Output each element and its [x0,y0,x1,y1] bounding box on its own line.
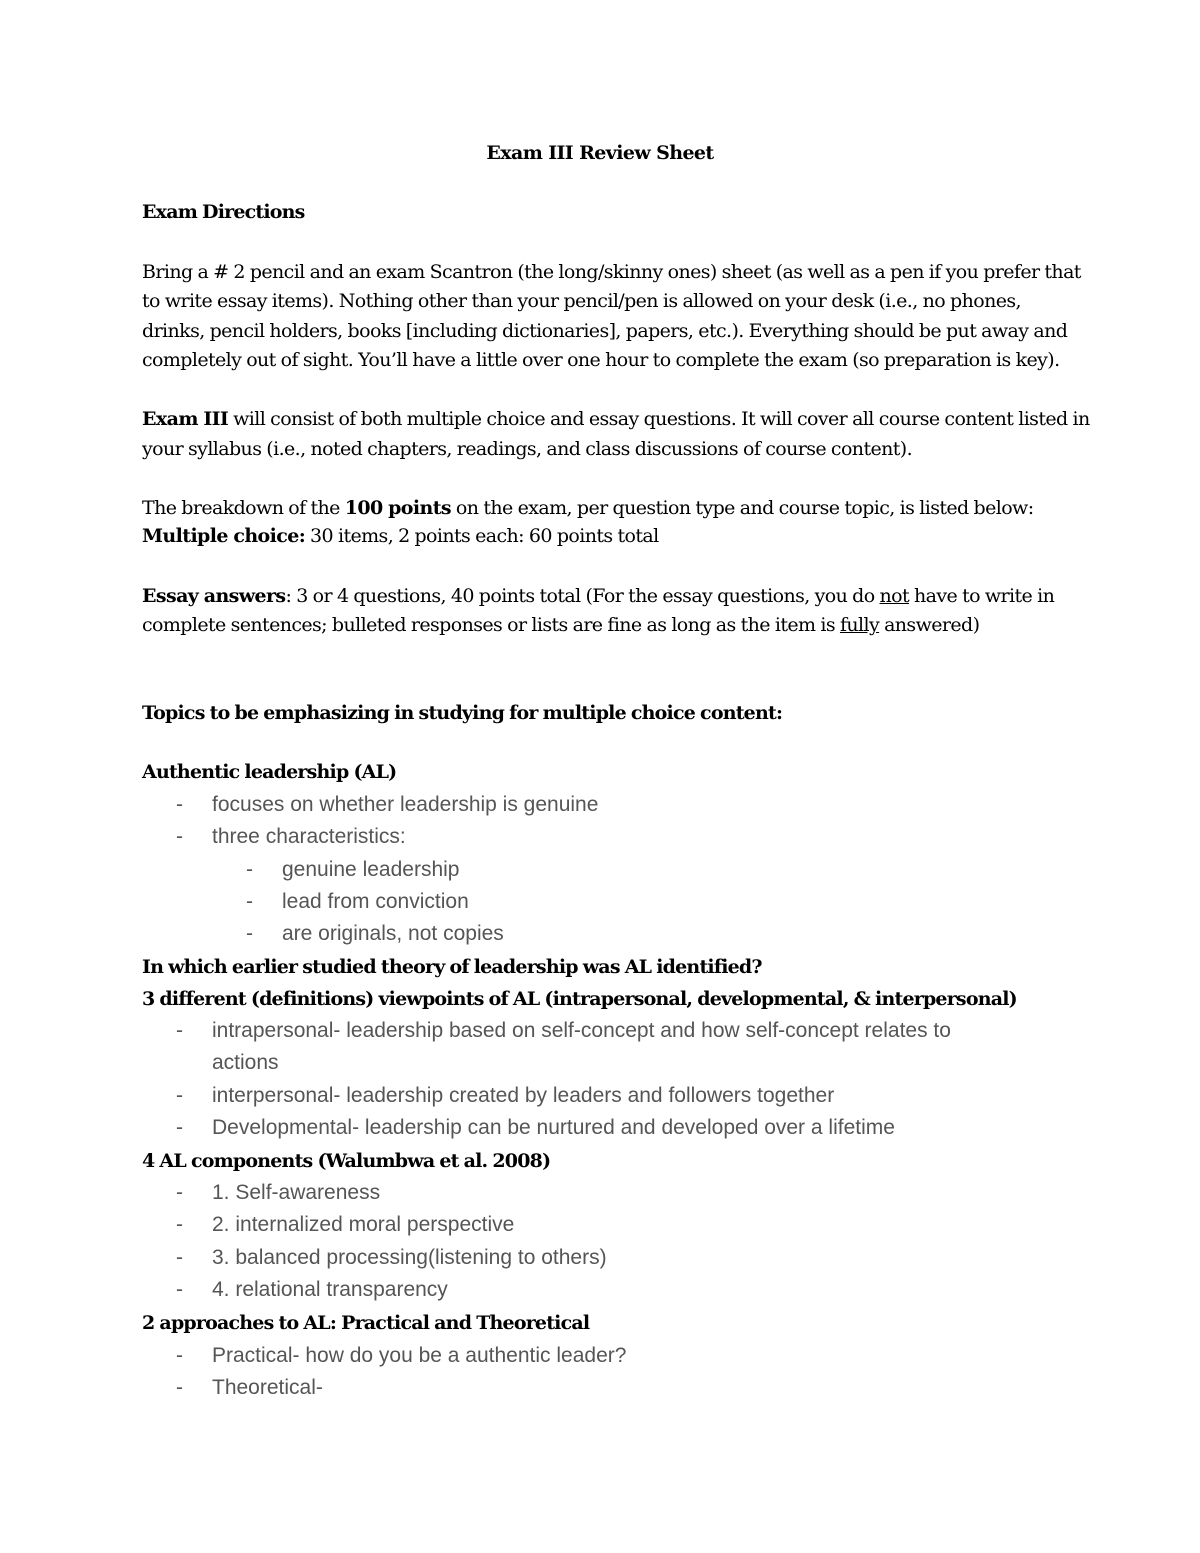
breakdown-line [142,497,1034,519]
dash-bullet-icon: - [176,1084,183,1107]
directions-line-3: drinks, pencil holders, books [including dictionaries], papers, etc.). Everything should be put away and [142,320,1068,342]
list-item-text: three characteristics: [212,825,406,848]
essay-label: Essay answers [142,585,286,607]
list-item-text: Theoretical- [212,1376,323,1399]
topics-heading: Topics to be emphasizing in studying for multiple choice content: [142,702,783,724]
dash-bullet-icon: - [176,1278,183,1301]
essay-line2-pre: complete sentences; bulleted responses or lists are fine as long as the item is [142,614,840,636]
list-item-text: genuine leadership [282,858,460,881]
essay-line2-post: answered) [879,614,980,636]
dash-bullet-icon: - [176,1376,183,1399]
dash-bullet-icon: - [176,825,183,848]
dash-bullet-icon: - [176,1344,183,1367]
exam-content-line-1 [142,408,1090,430]
essay-underline-not: not [879,585,910,607]
question-viewpoints: 3 different (definitions) viewpoints of AL (intrapersonal, developmental, & interpersonal) [142,988,1017,1010]
authentic-leadership-heading: Authentic leadership (AL) [142,761,397,783]
list-item-text: 1. Self-awareness [212,1181,381,1204]
dash-bullet-icon: - [176,1213,183,1236]
list-item-text: actions [212,1051,279,1074]
list-item-text: Developmental- leadership can be nurtured and developed over a lifetime [212,1116,895,1139]
dash-bullet-icon: - [176,1019,183,1042]
dash-bullet-icon: - [176,793,183,816]
breakdown-post: on the exam, per question type and course topic, is listed below: [450,497,1034,519]
list-item-text: 3. balanced processing(listening to others) [212,1246,607,1269]
list-item-text: Practical- how do you be a authentic leader? [212,1344,627,1367]
essay-underline-fully: fully [839,614,880,636]
essay-text-pre: : 3 or 4 questions, 40 points total (For the essay questions, you do [285,585,880,607]
dash-bullet-icon: - [176,1246,183,1269]
dash-bullet-icon: - [246,922,253,945]
exam-content-text: will consist of both multiple choice and essay questions. It will cover all course content listed in [228,408,1090,430]
breakdown-points: 100 points [344,497,451,519]
directions-line-1: Bring a # 2 pencil and an exam Scantron (the long/skinny ones) sheet (as well as a pen if you prefer that [142,261,1081,283]
list-item-text: focuses on whether leadership is genuine [212,793,599,816]
list-item-text: lead from conviction [282,890,469,913]
page-title: Exam III Review Sheet [486,142,714,164]
dash-bullet-icon: - [176,1116,183,1139]
essay-line-2 [142,614,979,636]
directions-line-2: to write essay items). Nothing other than your pencil/pen is allowed on your desk (i.e., no phones, [142,290,1021,312]
exam-iii-label: Exam III [142,408,229,430]
dash-bullet-icon: - [246,890,253,913]
dash-bullet-icon: - [176,1181,183,1204]
list-item-text: intrapersonal- leadership based on self-concept and how self-concept relates to [212,1019,951,1042]
approaches-heading: 2 approaches to AL: Practical and Theoretical [142,1312,590,1334]
multiple-choice-line [142,525,659,547]
exam-directions-heading: Exam Directions [142,201,305,223]
exam-content-line-2: your syllabus (i.e., noted chapters, readings, and class discussions of course content). [142,438,913,460]
multiple-choice-text: 30 items, 2 points each: 60 points total [305,525,659,547]
list-item-text: 2. internalized moral perspective [212,1213,515,1236]
breakdown-pre: The breakdown of the [142,497,345,519]
essay-line-1 [142,585,1054,607]
components-heading: 4 AL components (Walumbwa et al. 2008) [142,1150,551,1172]
directions-line-4: completely out of sight. You’ll have a little over one hour to complete the exam (so preparation is key). [142,349,1060,371]
list-item-text: interpersonal- leadership created by leaders and followers together [212,1084,835,1107]
multiple-choice-label: Multiple choice: [142,525,306,547]
list-item-text: 4. relational transparency [212,1278,448,1301]
dash-bullet-icon: - [246,858,253,881]
essay-text-post: have to write in [909,585,1055,607]
question-earlier-theory: In which earlier studied theory of leadership was AL identified? [142,956,762,978]
list-item-text: are originals, not copies [282,922,504,945]
